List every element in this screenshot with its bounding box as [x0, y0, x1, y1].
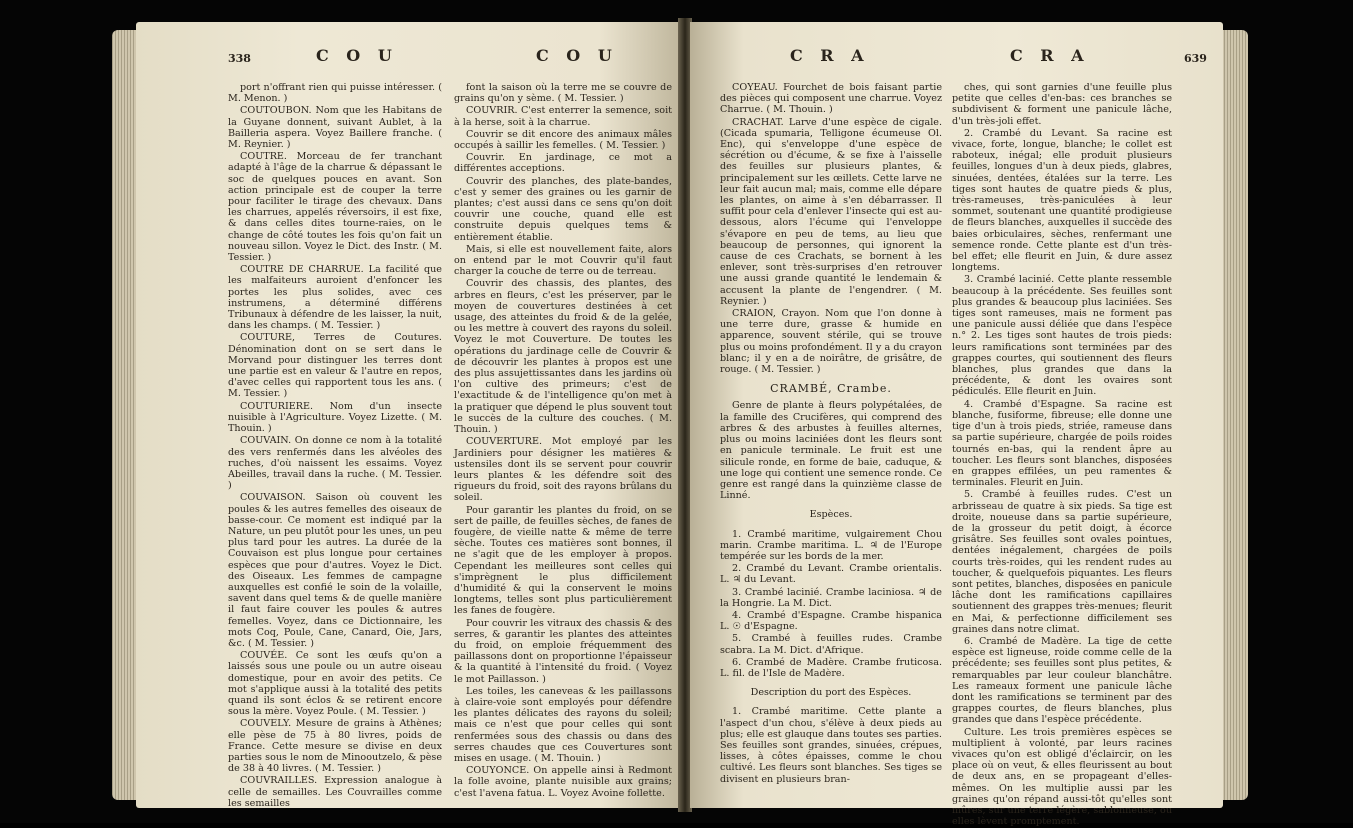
- paragraph: 1. Crambé maritime, vulgairement Chou marin. Crambe maritima. L. ♃ de l'Europe tempérée sur les bords de la mer.: [720, 528, 942, 562]
- paragraph: COUVELY. Mesure de grains à Athènes; elle pèse de 75 à 80 livres, poids de France. Cette mesure se divise en deux parties sous le nom de Minooutzelo, & pèse de 38 à 40 livres. ( M. Tessier. ): [228, 718, 442, 775]
- paragraph: Description du port des Espèces.: [750, 687, 912, 699]
- paragraph: 2. Crambé du Levant. Sa racine est vivace, forte, longue, blanche; le collet est raboteux, inégal; elle produit plusieurs feuilles, longues d'un à deux pieds, glabres, sinuées, dentées, étalées sur la terre. Les tiges sont hautes de quatre pieds & plus, très-rameuses, très-paniculées à leur sommet, soutenant une quantité prodigieuse de fleurs blanches, auxquelles il succède des baies orbiculaires, sèches, renfermant une semence ronde. Cette plante est d'un très-bel effet; elle fleurit en Juin, & dure assez longtems.: [952, 127, 1172, 274]
- paragraph: CRAION, Crayon. Nom que l'on donne à une terre dure, grasse & humide en apparence, souvent stérile, qui se trouve plus ou moins profondément. Il y a du crayon blanc; il y en a de noirâtre, de grisâtre, de rouge. ( M. Tessier. ): [720, 308, 942, 376]
- paragraph: 2. Crambé du Levant. Crambe orientalis. L. ♃ du Levant.: [720, 563, 942, 586]
- paragraph: CRACHAT. Larve d'une espèce de cigale. (Cicada spumaria, Telligone écumeuse Ol. Enc), qui s'enveloppe d'une espèce de sécrétion ou d'écume, & se fixe à l'aisselle des feuilles sur plusieurs plantes, & principalement sur les œillets. Cette larve ne leur fait aucun mal; mais, comme elle dépare les plantes, on aime à s'en débarrasser. Il suffit pour cela d'enlever l'insecte qui est au-dessous, alors l'écume qui l'enveloppe s'évapore en peu de tems, au lieu que beaucoup de personnes, qui ignorent la cause de ces Crachats, se bornent à les enlever, sont très-surprises d'en retrouver une aussi grande quantité le lendemain & accusent la plante de l'engendrer. ( M. Reynier. ): [720, 116, 942, 307]
- page-edges-left: [112, 30, 138, 800]
- paragraph: 4. Crambé d'Espagne. Crambe hispanica L. ☉ d'Espagne.: [720, 609, 942, 633]
- paragraph: COUTRE DE CHARRUE. La facilité que les malfaiteurs auroient d'enfoncer les portes les plus solides, avec ces instrumens, a déterminé différens Tribunaux à défendre de les laisser, la nuit, dans les champs. ( M. Tessier. ): [228, 264, 442, 332]
- paragraph: Couvrir des chassis, des plantes, des arbres en fleurs, c'est les préserver, par le moyen de couvertures destinées à cet usage, des atteintes du froid & de la gelée, ou les mettre à couvert des rayons du soleil. Voyez le mot Couverture. De toutes les opérations du jardinage celle de Couvrir & de découvrir les plantes à propos est une des plus assujettissantes dans les jardins où l'on cultive des primeurs; c'est de l'exactitude & de l'intelligence qu'on met à la pratiquer que dépend le plus souvent tout le succès de la culture des couches. ( M. Thouin. ): [454, 278, 672, 436]
- paragraph: Culture. Les trois premières espèces se multiplient à volonté, par leurs racines vivaces qu'on est obligé d'éclaircir, on les place où on veut, & elles fleurissent au bout de deux ans, en se propageant d'elles-mêmes. On les multiplie aussi par les graines qu'on répand aussi-tôt qu'elles sont mûres, sur une terre légère, sablonneuse, ou elles lèvent promptement.: [952, 726, 1172, 828]
- paragraph: 6. Crambé de Madère. Crambe fruticosa. L. fil. de l'Isle de Madère.: [720, 656, 942, 679]
- paragraph: COUVRIR. C'est enterrer la semence, soit à la herse, soit à la charrue.: [454, 105, 672, 128]
- paragraph: COYEAU. Fourchet de bois faisant partie des pièces qui composent une charrue. Voyez Charrue. ( M. Thouin. ): [720, 82, 942, 116]
- paragraph: COUVERTURE. Mot employé par les Jardiniers pour désigner les matières & ustensiles dont ils se servent pour couvrir leurs plantes & les défendre soit des rigueurs du froid, soit des rayons brûlans du soleil.: [454, 436, 672, 504]
- paragraph: port n'offrant rien qui puisse intéresser. ( M. Menon. ): [228, 82, 442, 105]
- paragraph: 3. Crambé lacinié. Crambe laciniosa. ♃ de la Hongrie. La M. Dict.: [720, 586, 942, 609]
- paragraph: Couvrir des planches, des plate-bandes, c'est y semer des graines ou les garnir de plantes; c'est aussi dans ce sens qu'on doit couvrir une couche, quand elle est construite depuis quelques tems & entièrement établie.: [454, 175, 672, 243]
- paragraph: COUTOUBON. Nom que les Habitans de la Guyane donnent, suivant Aublet, à la Bailleria aspera. Voyez Baillere franche. ( M. Reynier. ): [228, 105, 442, 151]
- paragraph: font la saison où la terre me se couvre de grains qu'on y sème. ( M. Tessier. ): [454, 82, 672, 105]
- page-number: 639: [1184, 52, 1207, 65]
- paragraph: 6. Crambé de Madère. La tige de cette espèce est ligneuse, roide comme celle de la précédente; ses feuilles sont plus petites, & remarquables par leur couleur blanchâtre. Les rameaux forment une panicule lâche dont les ramifications se terminent par des grappes courtes, de fleurs blanches, plus grandes que dans l'espèce précédente.: [952, 635, 1172, 726]
- page-edges-right: [1222, 30, 1248, 800]
- paragraph: COUTURE, Terres de Coutures. Dénomination dont on se sert dans le Morvand pour distinguer les terres dont une partie est en valeur & l'autre en repos, d'avec celles qui rapportent tous les ans. ( M. Tessier. ): [228, 332, 442, 400]
- text-column: [952, 82, 1172, 828]
- paragraph: 1. Crambé maritime. Cette plante a l'aspect d'un chou, s'élève à deux pieds au plus; elle est glauque dans toutes ses parties. Ses feuilles sont grandes, sinuées, crépues, lisses, à côtes épaisses, comme le chou cultivé. Les fleurs sont blanches. Ses tiges se divisent en plusieurs bran-: [720, 706, 942, 785]
- running-head: C R A: [790, 46, 870, 65]
- paragraph: COUVAISON. Saison où couvent les poules & les autres femelles des oiseaux de basse-cour. Ce moment est indiqué par la Nature, un peu plutôt pour les unes, un peu plus tard pour les autres. La durée de la Couvaison est plus longue pour certaines espèces que pour d'autres. Voyez le Dict. des Oiseaux. Les femmes de campagne auxquelles est confié le soin de la volaille, savent dans quel tems & de quelle manière il faut faire couver les poules & autres femelles. Voyez, dans ce Dictionnaire, les mots Coq, Poule, Cane, Canard, Oie, Jars, &c. ( M. Tessier. ): [228, 492, 442, 649]
- paragraph: CRAMBÉ, Crambe.: [770, 382, 892, 396]
- paragraph: COUYONCE. On appelle ainsi à Redmont la folle avoine, plante nuisible aux grains; c'est l'avena fatua. L. Voyez Avoine follette.: [454, 765, 672, 799]
- right-page: [690, 22, 1223, 828]
- page-number: 338: [228, 52, 251, 65]
- paragraph: Mais, si elle est nouvellement faite, alors on entend par le mot Couvrir qu'il faut charger la couche de terre ou de terreau.: [454, 243, 672, 278]
- paragraph: COUTRE. Morceau de fer tranchant adapté à l'âge de la charrue & dépassant le soc de quelques pouces en avant. Son action principale est de couper la terre pour faciliter le tirage des chevaux. Dans les charrues, appelés réversoirs, il est fixe, & dans celles dites tourne-raies, on le change de côté toutes les fois qu'on fait un nouveau sillon. Voyez le Dict. des Instr. ( M. Tessier. ): [228, 151, 442, 264]
- paragraph: COUTURIERE. Nom d'un insecte nuisible à l'Agriculture. Voyez Lizette. ( M. Thouin. ): [228, 400, 442, 435]
- paragraph: COUVÉE. Ce sont les œufs qu'on a laissés sous une poule ou un autre oiseau domestique, pour en avoir des petits. Ce mot s'applique aussi à la totalité des petits quand ils sont éclos & se retirent encore sous la mère. Voyez Poule. ( M. Tessier. ): [228, 650, 442, 718]
- running-head: C R A: [1010, 46, 1090, 65]
- paragraph: Pour couvrir les vitraux des chassis & des serres, & garantir les plantes des atteintes du froid, on emploie fréquemment des paillassons dont on proportionne l'épaisseur & la quantité à l'intensité du froid. ( Voyez le mot Paillasson. ): [454, 617, 672, 685]
- paragraph: 5. Crambé à feuilles rudes. Crambe scabra. La M. Dict. d'Afrique.: [720, 633, 942, 656]
- paragraph: Pour garantir les plantes du froid, on se sert de paille, de feuilles sèches, de fanes de fougère, de vieille natte & même de terre sèche. Toutes ces matières sont bonnes, il ne s'agit que de les employer à propos. Cependant les meilleures sont celles qui s'imprègnent le plus difficilement d'humidité & qui la conservent le moins longtems, telles sont plus particulièrement les fanes de fougère.: [454, 504, 672, 617]
- paragraph: COUVRAILLES. Expression analogue à celle de semailles. Les Couvrailles comme les semailles: [228, 775, 442, 809]
- paragraph: COUVAIN. On donne ce nom à la totalité des vers renfermés dans les alvéoles des ruches, d'où naissent les essaims. Voyez Abeilles, travail dans la ruche. ( M. Tessier. ): [228, 435, 442, 492]
- paragraph: 4. Crambé d'Espagne. Sa racine est blanche, fusiforme, fibreuse; elle donne une tige d'un à trois pieds, striée, rameuse dans sa partie supérieure, chargée de poils roides tournés en-bas, qui la rendent âpre au toucher. Les fleurs sont blanches, disposées en grappes effilées, un peu ramentes & terminales. Fleurit en Juin.: [952, 398, 1172, 489]
- running-head: C O U: [536, 46, 618, 65]
- paragraph: Espèces.: [809, 509, 853, 521]
- paragraph: Genre de plante à fleurs polypétalées, de la famille des Crucifères, qui comprend des arbres & des arbustes à feuilles alternes, plus ou moins laciniées dont les fleurs sont en panicule terminale. Le fruit est une silicule ronde, en forme de baie, caduque, & une loge qui contient une semence ronde. Ce genre est rangé dans la quinzième classe de Linné.: [720, 400, 942, 502]
- paragraph: 3. Crambé lacinié. Cette plante ressemble beaucoup à la précédente. Ses feuilles sont plus grandes & beaucoup plus laciniées. Ses tiges sont rameuses, mais ne forment pas une panicule aussi déliée que dans l'espèce n.° 2. Les tiges sont hautes de trois pieds: leurs ramifications sont terminées par des grappes courtes, qui soutiennent des fleurs blanches, plus grandes que dans la précédente, & dont les ovaires sont pédiculés. Elle fleurit en Juin.: [952, 274, 1172, 398]
- paragraph: Les toiles, les caneveas & les paillassons à claire-voie sont employés pour défendre les plantes délicates des rayons du soleil; mais ce n'est que pour celles qui sont renfermées sous des chassis ou dans des serres chaudes que ces Couvertures sont mises en usage. ( M. Thouin. ): [454, 685, 672, 764]
- paragraph: 5. Crambé à feuilles rudes. C'est un arbrisseau de quatre à six pieds. Sa tige est droite, noueuse dans sa partie supérieure, de la grosseur du petit doigt, à écorce grisâtre. Ses feuilles sont ovales pointues, dentées inégalement, chargées de poils courts très-roides, qui les rendent rudes au toucher, & quelquefois piquantes. Les fleurs sont petites, blanches, disposées en panicule lâche dont les ramifications capillaires soutiennent des grappes très-menues; fleurit en Mai, & perfectionne difficilement ses graines dans notre climat.: [952, 489, 1172, 635]
- text-column: [720, 82, 942, 786]
- paragraph: ches, qui sont garnies d'une feuille plus petite que celles d'en-bas: ces branches se subdivisent & forment une panicule lâche, d'un très-joli effet.: [952, 82, 1172, 127]
- text-column: [228, 82, 442, 810]
- paragraph: Couvrir se dit encore des animaux mâles occupés à saillir les femelles. ( M. Tessier. ): [454, 128, 672, 152]
- left-page: [136, 22, 681, 808]
- text-column: [454, 82, 672, 800]
- paragraph: Couvrir. En jardinage, ce mot a différentes acceptions.: [454, 152, 672, 175]
- running-head: C O U: [316, 46, 398, 65]
